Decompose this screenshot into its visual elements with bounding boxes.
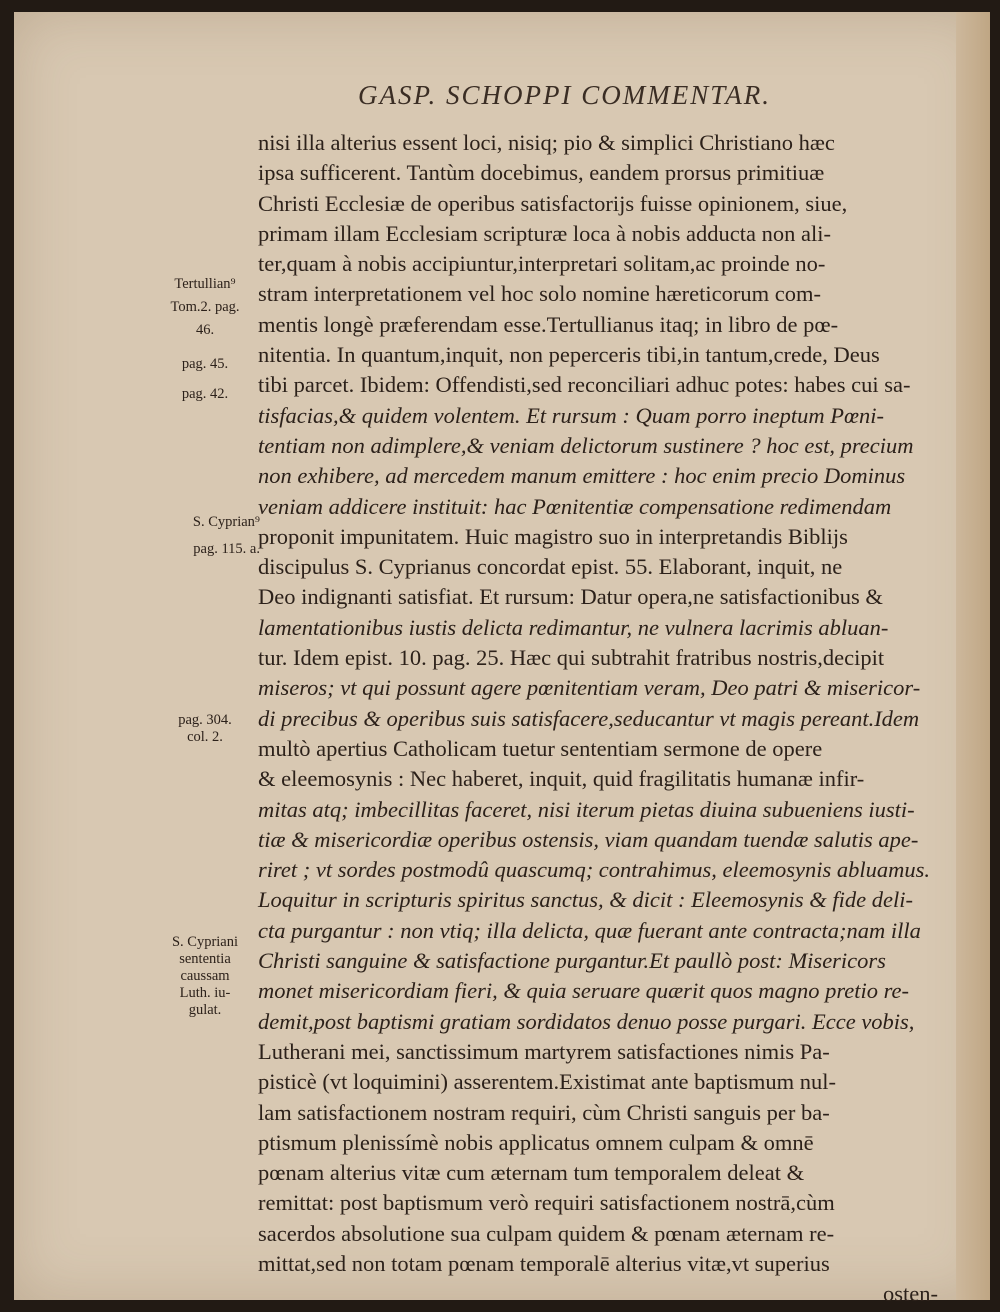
margin-note-line: gulat. — [188, 1002, 222, 1018]
text-line: tur. Idem epist. 10. pag. 25. Hæc qui subtrahit fratribus nostris,decipit — [258, 645, 885, 671]
margin-note-line: pag. 42. — [181, 386, 229, 402]
margin-note-tertullian — [150, 276, 260, 339]
margin-note-line: 46. — [195, 322, 215, 338]
margin-note-line: S. Cypriani — [171, 934, 239, 950]
margin-note-cyprian-sententia — [150, 934, 260, 1019]
margin-note-line: caussam — [180, 968, 230, 984]
text-line: & eleemosynis : Nec haberet, inquit, quid fragilitatis humanæ infir- — [258, 766, 865, 792]
margin-note-line: col. 2. — [187, 729, 223, 745]
text-line: miseros; vt qui possunt agere pœnitentiam veram, Deo patri & misericor- — [258, 675, 921, 701]
margin-note-line: pag. 45. — [181, 356, 229, 372]
text-line: Deo indignanti satisfiat. Et rursum: Datur opera,ne satisfactionibus & — [258, 584, 883, 610]
body-text — [258, 128, 938, 1310]
text-line: proponit impunitatem. Huic magistro suo in interpretandis Biblijs — [258, 523, 848, 549]
margin-note-pag42 — [150, 386, 260, 403]
text-line: veniam addicere instituit: hac Pœnitentiæ compensatione redimendam — [258, 493, 892, 519]
text-line: lamentationibus iustis delicta redimantur, ne vulnera lacrimis abluan- — [258, 614, 889, 640]
text-line: tibi parcet. Ibidem: Offendisti,sed reconciliari adhuc potes: habes cui sa- — [258, 372, 911, 398]
running-header: GASP. SCHOPPI COMMENTAR. — [358, 80, 771, 110]
page-edge — [956, 12, 990, 1300]
text-line: Christi Ecclesiæ de operibus satisfactorijs fuisse opinionem, siue, — [258, 190, 848, 216]
text-line: lam satisfactionem nostram requiri, cùm Christi sanguis per ba- — [258, 1099, 830, 1125]
margin-note-line: Tertullian⁹ — [174, 276, 236, 292]
text-line: ter,quam à nobis accipiuntur,interpretari solitam,ac proinde no- — [258, 251, 826, 277]
margin-note-line: sententia — [179, 951, 231, 967]
text-line: ptismum plenissímè nobis applicatus omnem culpam & omnē — [258, 1129, 814, 1155]
margin-note-line: Tom.2. pag. — [170, 299, 240, 315]
text-line: ipsa sufficerent. Tantùm docebimus, eandem prorsus primitiuæ — [258, 160, 825, 186]
text-line: Loquitur in scripturis spiritus sanctus, & dicit : Eleemosynis & fide deli- — [258, 887, 913, 913]
margin-note-pag304 — [150, 712, 260, 746]
text-line: riret ; vt sordes postmodû quascumq; contrahimus, eleemosynis abluamus. — [258, 857, 931, 883]
text-line: pœnam alterius vitæ cum æternam tum temporalem deleat & — [258, 1160, 805, 1186]
text-line: multò apertius Catholicam tuetur sententiam sermone de opere — [258, 735, 823, 761]
text-line: discipulus S. Cyprianus concordat epist. 55. Elaborant, inquit, ne — [258, 554, 843, 580]
text-line: di precibus & operibus suis satisfacere,seducantur vt magis pereant.Idem — [258, 705, 920, 731]
text-line: nitentia. In quantum,inquit, non peperceris tibi,in tantum,crede, Deus — [258, 342, 880, 368]
text-line: osten- — [883, 1281, 938, 1307]
text-line: Lutherani mei, sanctissimum martyrem satisfactiones nimis Pa- — [258, 1038, 830, 1064]
margin-note-line: S. Cyprian⁹ — [192, 514, 260, 530]
text-line: nisi illa alterius essent loci, nisiq; pio & simplici Christiano hæc — [258, 130, 835, 155]
margin-note-pag45 — [150, 356, 260, 373]
text-line: Christi sanguine & satisfactione purgantur.Et paullò post: Misericors — [258, 948, 886, 974]
text-line: pisticè (vt loquimini) asserentem.Existimat ante baptismum nul- — [258, 1069, 837, 1095]
text-line: tentiam non adimplere,& veniam delictorum sustinere ? hoc est, precium — [258, 432, 914, 458]
margin-note-line: Luth. iu- — [179, 985, 231, 1001]
margin-note-cyprian — [150, 514, 260, 558]
text-line: mentis longè præferendam esse.Tertullianus itaq; in libro de pœ- — [258, 311, 839, 337]
text-line: mitas atq; imbecillitas faceret, nisi iterum pietas diuina subueniens iusti- — [258, 796, 915, 822]
text-line: tisfacias,& quidem volentem. Et rursum : Quam porro ineptum Pœni- — [258, 402, 884, 428]
text-line: cta purgantur : non vtiq; illa delicta, quæ fuerant ante contracta;nam illa — [258, 917, 921, 943]
text-line: tiæ & misericordiæ operibus ostensis, viam quandam tuendæ salutis ape- — [258, 826, 919, 852]
text-line: non exhibere, ad mercedem manum emittere : hoc enim precio Dominus — [258, 463, 906, 489]
text-line: demit,post baptismi gratiam sordidatos denuo posse purgari. Ecce vobis, — [258, 1008, 915, 1034]
text-line: remittat: post baptismum verò requiri satisfactionem nostrā,cùm — [258, 1190, 835, 1216]
text-line: stram interpretationem vel hoc solo nomine hæreticorum com- — [258, 281, 821, 307]
margin-note-line: pag. 115. a. — [193, 541, 260, 557]
text-line: sacerdos absolutione sua culpam quidem & pœnam æternam re- — [258, 1220, 835, 1246]
margin-note-line: pag. 304. — [178, 712, 232, 728]
text-line: monet misericordiam fieri, & quia seruare quærit quos magno pretio re- — [258, 978, 910, 1004]
text-line: mittat,sed non totam pœnam temporalē alterius vitæ,vt superius — [258, 1250, 830, 1276]
text-line: primam illam Ecclesiam scripturæ loca à nobis adducta non ali- — [258, 220, 831, 246]
